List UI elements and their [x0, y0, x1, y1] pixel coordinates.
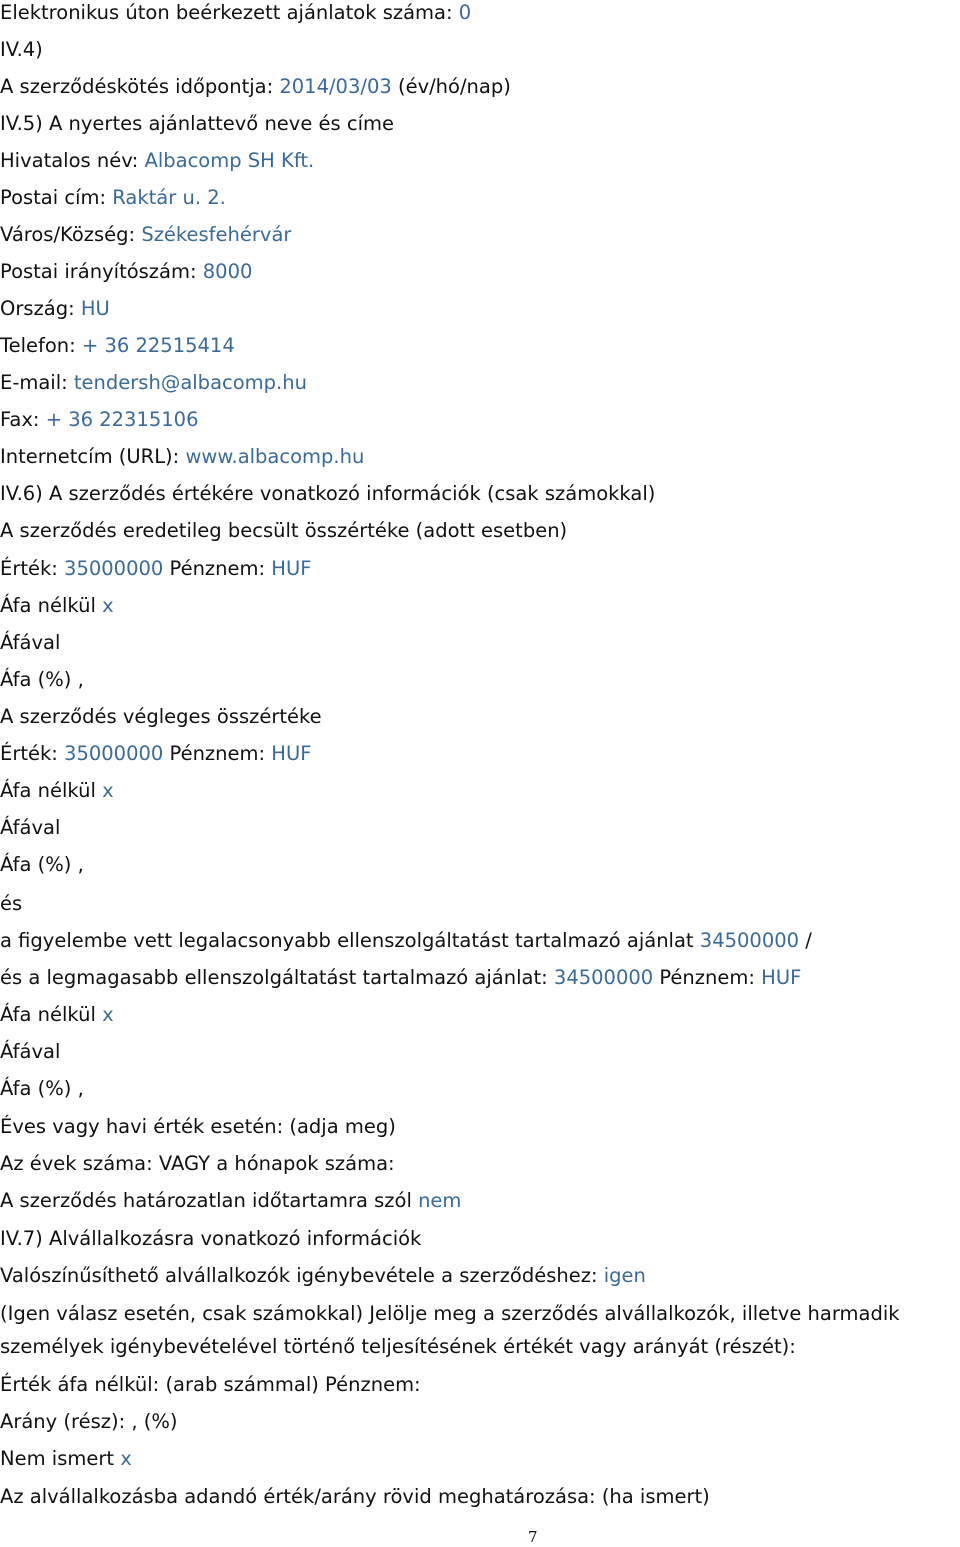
estimated-vat-excluded: Áfa nélkül x	[0, 594, 114, 617]
subcontracting-description: Az alvállalkozásba adandó érték/arány rövid meghatározása: (ha ismert)	[0, 1485, 710, 1508]
years-or-months: Az évek száma: VAGY a hónapok száma:	[0, 1152, 395, 1175]
annual-monthly-value: Éves vagy havi érték esetén: (adja meg)	[0, 1115, 396, 1138]
final-vat-percent: Áfa (%) ,	[0, 853, 84, 876]
not-known: Nem ismert x	[0, 1447, 132, 1470]
estimated-value: Érték: 35000000 Pénznem: HUF	[0, 557, 312, 580]
offers-electronic-count: Elektronikus úton beérkezett ajánlatok száma: 0	[0, 1, 472, 24]
postal-code: Postai irányítószám: 8000	[0, 260, 253, 283]
offers-vat-percent: Áfa (%) ,	[0, 1077, 84, 1100]
estimated-vat-percent: Áfa (%) ,	[0, 668, 84, 691]
fax: Fax: + 36 22315106	[0, 408, 199, 431]
proportion: Arány (rész): , (%)	[0, 1410, 178, 1433]
email: E-mail: tendersh@albacomp.hu	[0, 371, 307, 394]
final-vat-excluded: Áfa nélkül x	[0, 779, 114, 802]
section-heading-iv5: IV.5) A nyertes ajánlattevő neve és címe	[0, 112, 395, 135]
offers-vat-excluded: Áfa nélkül x	[0, 1003, 114, 1026]
postal-address: Postai cím: Raktár u. 2.	[0, 186, 226, 209]
phone: Telefon: + 36 22515414	[0, 334, 235, 357]
estimated-total-heading: A szerződés eredetileg becsült összértéke (adott esetben)	[0, 519, 568, 542]
page-number: 7	[528, 1528, 538, 1546]
value-excluding-vat: Érték áfa nélkül: (arab számmal) Pénznem:	[0, 1373, 421, 1396]
official-name: Hivatalos név: Albacomp SH Kft.	[0, 149, 315, 172]
contract-date: A szerződéskötés időpontja: 2014/03/03 (év/hó/nap)	[0, 75, 511, 98]
website-url: Internetcím (URL): www.albacomp.hu	[0, 445, 365, 468]
final-value: Érték: 35000000 Pénznem: HUF	[0, 742, 312, 765]
offers-vat-included: Áfával	[0, 1040, 61, 1063]
final-vat-included: Áfával	[0, 816, 61, 839]
section-heading-iv6: IV.6) A szerződés értékére vonatkozó információk (csak számokkal)	[0, 482, 656, 505]
indefinite-term: A szerződés határozatlan időtartamra szól nem	[0, 1189, 462, 1212]
section-heading-iv4: IV.4)	[0, 38, 43, 61]
city: Város/Község: Székesfehérvár	[0, 223, 292, 246]
subcontracting-instructions: (Igen válasz esetén, csak számokkal) Jelölje meg a szerződés alvállalkozók, illetve harmadik személyek igénybevételével történő teljesítésének értékét vagy arányát (részét):	[0, 1302, 900, 1358]
final-total-heading: A szerződés végleges összértéke	[0, 705, 322, 728]
and-connector: és	[0, 892, 23, 915]
section-heading-iv7: IV.7) Alvállalkozásra vonatkozó információk	[0, 1227, 422, 1250]
highest-offer: és a legmagasabb ellenszolgáltatást tartalmazó ajánlat: 34500000 Pénznem: HUF	[0, 966, 802, 989]
estimated-vat-included: Áfával	[0, 631, 61, 654]
country: Ország: HU	[0, 297, 110, 320]
subcontractors-likely: Valószínűsíthető alvállalkozók igénybevétele a szerződéshez: igen	[0, 1264, 646, 1287]
lowest-offer: a figyelembe vett legalacsonyabb ellenszolgáltatást tartalmazó ajánlat 34500000 /	[0, 929, 812, 952]
